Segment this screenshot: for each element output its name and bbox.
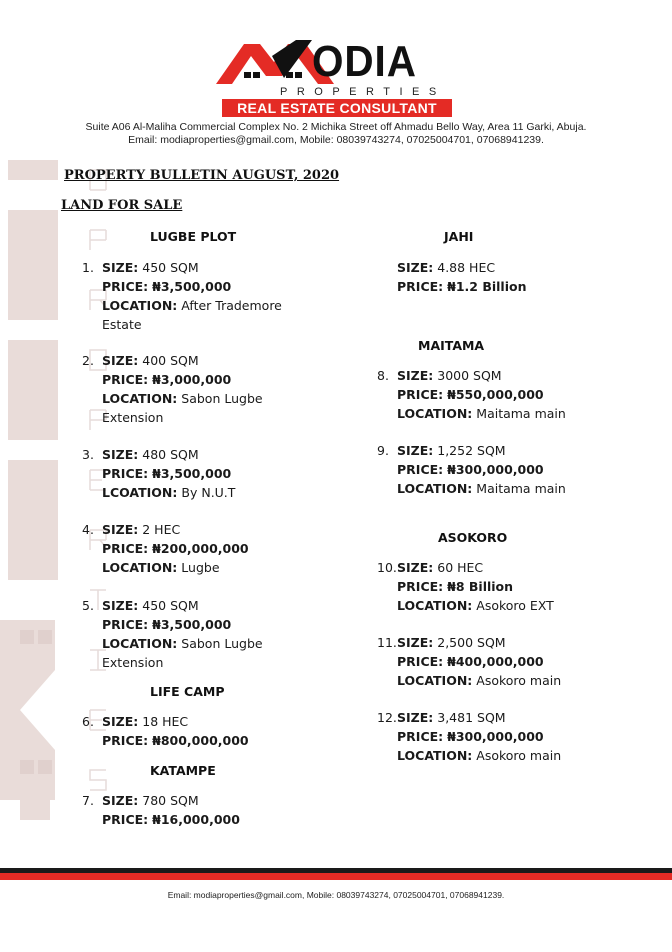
item-size: 60 HEC [437,560,484,575]
item-location: Maitama main [476,406,566,421]
item-location: Lugbe [181,560,220,575]
item-price: ₦3,500,000 [152,617,232,632]
item-price: ₦16,000,000 [152,812,240,827]
item-number: 8. [377,368,389,383]
company-address: Suite A06 Al-Maliha Commercial Complex No. 2 Michika Street off Ahmadu Bello Way, Area 11 Garki, Abuja. [85,121,587,133]
brand-banner: REAL ESTATE CONSULTANT [222,99,452,117]
item-size: 3000 SQM [437,368,502,383]
item-price: ₦300,000,000 [447,462,544,477]
item-size: 400 SQM [142,353,199,368]
item-size: 2,500 SQM [437,635,506,650]
item-price: ₦200,000,000 [152,541,249,556]
item-number: 11. [377,635,397,650]
item-number: 2. [82,353,94,368]
item-number: 9. [377,443,389,458]
item-number: 5. [82,598,94,613]
bulletin-page: ODIA PROPERTIES REAL ESTATE CONSULTANT Suite A06 Al-Maliha Commercial Complex No. 2 Michika Street off Ahmadu Bello Way, Area 11 Garki, Abuja. Email: modiaproperties@gmail.com, Mobile: 08039743274, 07025004701, 07068941239. PROPERTY BULLETIN AUGUST, 2020 LAND FOR SALE LUGBE PLOT 1. SIZE: 450 SQM PRICE: ₦3,500,000 LOCATION: After Trademore Estate 2. SIZE: 400 SQM PRICE: ₦3,000,000 LOCATION: Sabon Lugbe Extension 3. SIZE: 480 SQM PRICE: ₦3,500,000 LCOATION: By N.U.T 4. SIZE: 2 HEC PRICE: ₦200,000,000 LOCATION: Lugbe 5. SIZE: 450 SQM PRICE: ₦3,500,000 LOCATION: Sabon Lugbe Extension LIFE CAMP 6. SIZE: 18 HEC PRICE: ₦800,000,000 KATAMPE 7. SIZE: 780 SQM PRICE: ₦16,000,000 JAHI SIZE: 4.88 HEC PRICE: ₦1.2 Billion MAITAMA 8. SIZE: 3000 SQM PRICE: ₦550,000,000 LOCATION: Maitama main 9. SIZE: 1,252 SQM PRICE: ₦300,000,000 LOCATION: Maitama main ASOKORO 10. SIZE: 60 HEC PRICE: ₦8 Billion LOCATION: Asokoro EXT 11. SIZE: 2,500 SQM PRICE: ₦400,000,000 LOCATION: Asokoro main 12. SIZE: 3,481 SQM PRICE: ₦300,000,000 LOCATION: Asokoro main Email: modiaproperties@gmail.com, Mobile: 08039743274, 07025004701, 07068941239. [0,0,672,952]
item-size: 1,252 SQM [437,443,506,458]
section-asokoro: ASOKORO [438,530,508,545]
item-price: ₦1.2 Billion [447,279,527,294]
item-location: By N.U.T [181,485,236,500]
item-number: 4. [82,522,94,537]
item-size: 450 SQM [142,598,199,613]
item-size: 18 HEC [142,714,189,729]
item-price: ₦400,000,000 [447,654,544,669]
item-price: ₦3,500,000 [152,279,232,294]
item-location: Sabon Lugbe Extension [102,636,263,670]
item-number: 7. [82,793,94,808]
item-size: 4.88 HEC [437,260,496,275]
section-maitama: MAITAMA [418,338,485,353]
item-number: 3. [82,447,94,462]
item-size: 3,481 SQM [437,710,506,725]
item-price: ₦300,000,000 [447,729,544,744]
item-price: ₦550,000,000 [447,387,544,402]
item-location: Asokoro main [476,673,562,688]
item-price: ₦800,000,000 [152,733,249,748]
item-location: Maitama main [476,481,566,496]
section-jahi: JAHI [444,229,474,244]
bulletin-subtitle: LAND FOR SALE [61,198,183,213]
item-price: ₦3,500,000 [152,466,232,481]
item-number: 12. [377,710,397,725]
item-number: 10. [377,560,397,575]
item-location: After Trademore Estate [102,298,282,332]
item-size: 480 SQM [142,447,199,462]
item-size: 450 SQM [142,260,199,275]
item-location: Asokoro main [476,748,562,763]
section-life-camp: LIFE CAMP [150,684,225,699]
item-location: Asokoro EXT [476,598,554,613]
section-lugbe-plot: LUGBE PLOT [150,229,237,244]
section-katampe: KATAMPE [150,763,216,778]
footer-divider-red [0,873,672,880]
item-price: ₦3,000,000 [152,372,232,387]
company-contact: Email: modiaproperties@gmail.com, Mobile: 08039743274, 07025004701, 07068941239. [128,134,544,146]
brand-subtitle: PROPERTIES [280,86,446,98]
brand-name: ODIA [312,37,417,86]
bulletin-title: PROPERTY BULLETIN AUGUST, 2020 [64,168,340,183]
item-location: Sabon Lugbe Extension [102,391,263,425]
item-size: 2 HEC [142,522,181,537]
footer-contact: Email: modiaproperties@gmail.com, Mobile: 08039743274, 07025004701, 07068941239. [167,890,505,900]
item-size: 780 SQM [142,793,199,808]
item-number: 1. [82,260,94,275]
item-number: 6. [82,714,94,729]
item-price: ₦8 Billion [447,579,514,594]
